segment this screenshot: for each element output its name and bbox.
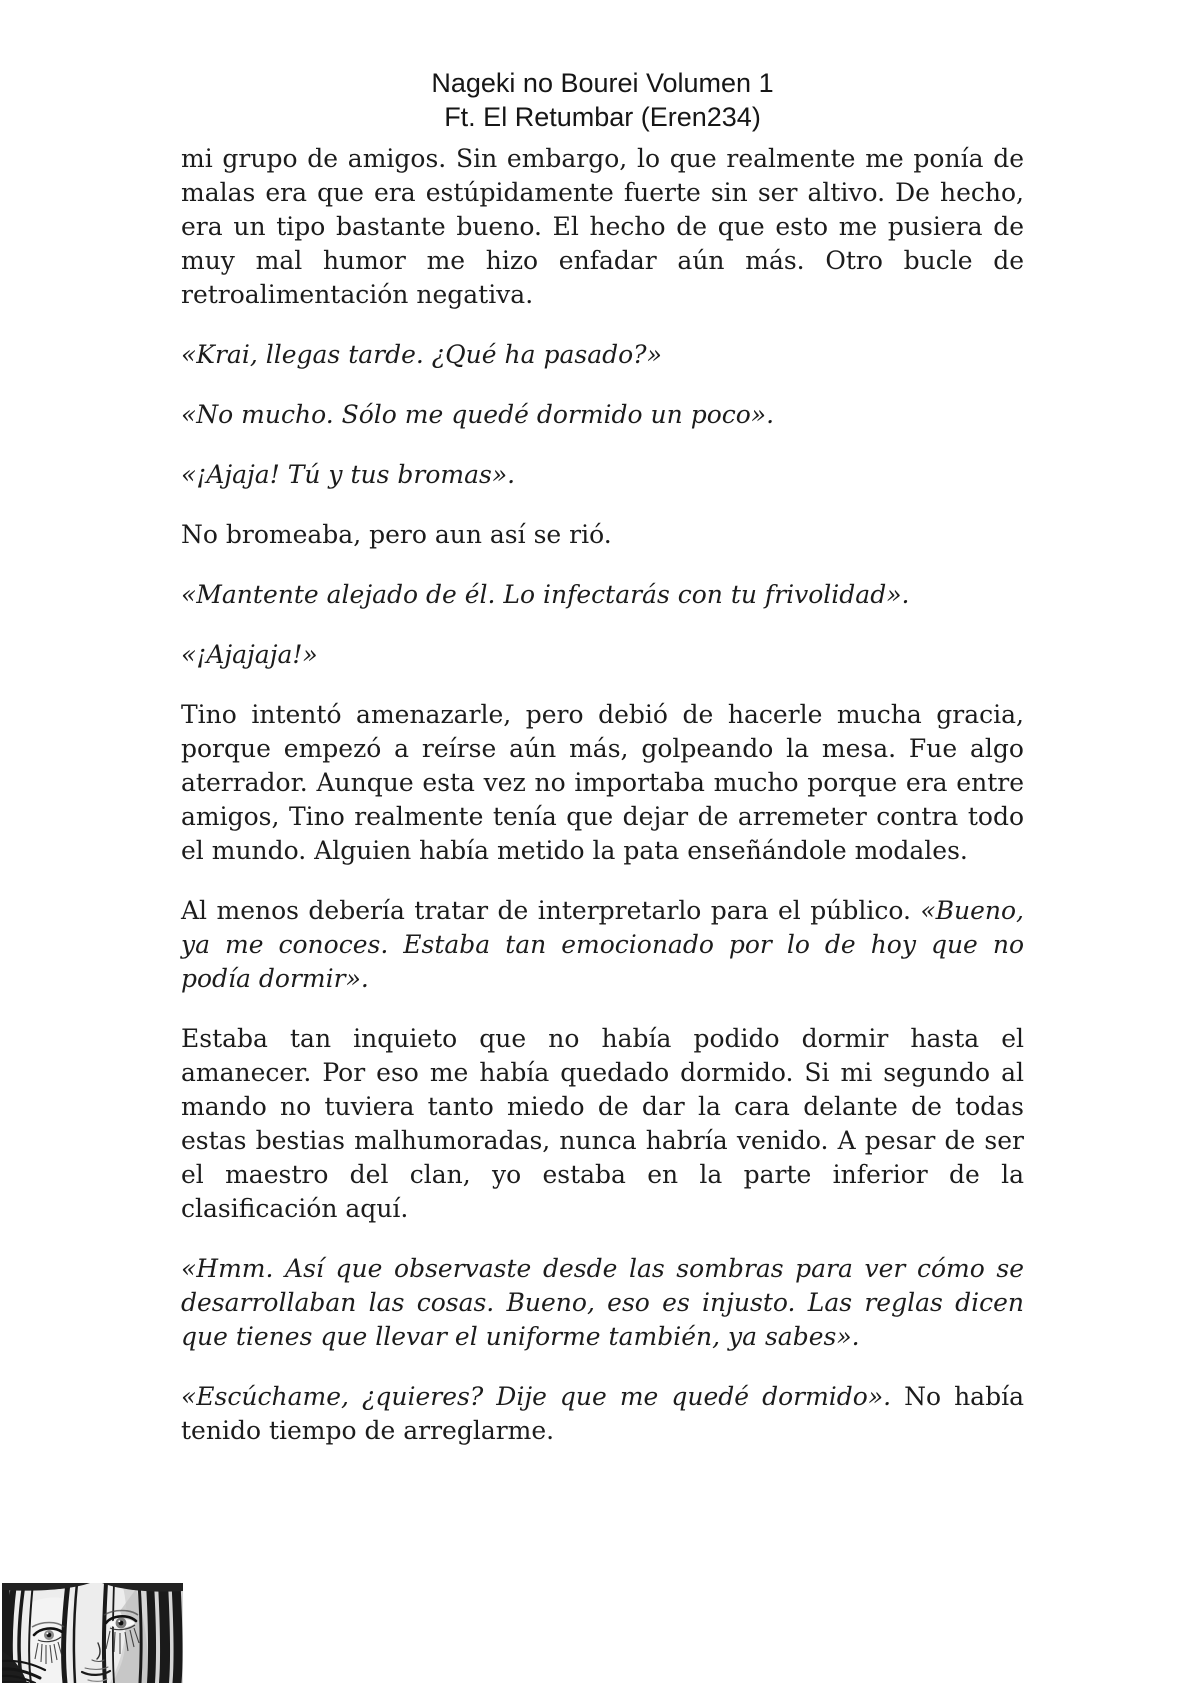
narration-text: No bromeaba, pero aun así se rió.: [181, 520, 612, 549]
paragraph: [181, 398, 1024, 432]
paragraph: [181, 142, 1024, 312]
document-title: Nageki no Bourei Volumen 1: [431, 68, 774, 98]
narration-text: No había tenido tiempo de arreglarme.: [181, 1382, 1024, 1445]
paragraph: [181, 1022, 1024, 1226]
paragraph: [181, 518, 1024, 552]
paragraph: [181, 458, 1024, 492]
dialogue-text: «Krai, llegas tarde. ¿Qué ha pasado?»: [181, 340, 662, 369]
paragraph: [181, 1252, 1024, 1354]
narration-text: Al menos debería tratar de interpretarlo para el público.: [181, 896, 921, 925]
dialogue-text: «Hmm. Así que observaste desde las sombras para ver cómo se desarrollaban las cosas. Bueno, eso es injusto. Las reglas dicen que tienes que llevar el uniforme también, ya sabes».: [181, 1254, 1024, 1351]
narration-text: Estaba tan inquieto que no había podido dormir hasta el amanecer. Por eso me había quedado dormido. Si mi segundo al mando no tuviera tanto miedo de dar la cara delante de todas estas bestias malhumoradas, nunca habría venido. A pesar de ser el maestro del clan, yo estaba en la parte inferior de la clasificación aquí.: [181, 1024, 1024, 1223]
paragraph: [181, 338, 1024, 372]
manga-face-image: [2, 1583, 183, 1683]
paragraph: [181, 578, 1024, 612]
paragraph: [181, 638, 1024, 672]
narration-text: Tino intentó amenazarle, pero debió de hacerle mucha gracia, porque empezó a reírse aún más, golpeando la mesa. Fue algo aterrador. Aunque esta vez no importaba mucho porque era entre amigos, Tino realmente tenía que dejar de arremeter contra todo el mundo. Alguien había metido la pata enseñándole modales.: [181, 700, 1024, 865]
dialogue-text: «¡Ajaja! Tú y tus bromas».: [181, 460, 516, 489]
paragraph: [181, 894, 1024, 996]
paragraph: [181, 1380, 1024, 1448]
dialogue-text: «Escúchame, ¿quieres? Dije que me quedé dormido».: [181, 1382, 892, 1411]
dialogue-text: «¡Ajajaja!»: [181, 640, 318, 669]
dialogue-text: «Mantente alejado de él. Lo infectarás con tu frivolidad».: [181, 580, 910, 609]
text-body: [181, 142, 1024, 1448]
document-subtitle: Ft. El Retumbar (Eren234): [444, 102, 761, 132]
dialogue-text: «No mucho. Sólo me quedé dormido un poco».: [181, 400, 775, 429]
paragraph: [181, 698, 1024, 868]
document-header: [0, 66, 1190, 134]
dialogue-text: «Bueno, ya me conoces. Estaba tan emocionado por lo de hoy que no podía dormir».: [181, 896, 1024, 993]
narration-text: mi grupo de amigos. Sin embargo, lo que realmente me ponía de malas era que era estúpidamente fuerte sin ser altivo. De hecho, era un tipo bastante bueno. El hecho de que esto me pusiera de muy mal humor me hizo enfadar aún más. Otro bucle de retroalimentación negativa.: [181, 144, 1024, 309]
